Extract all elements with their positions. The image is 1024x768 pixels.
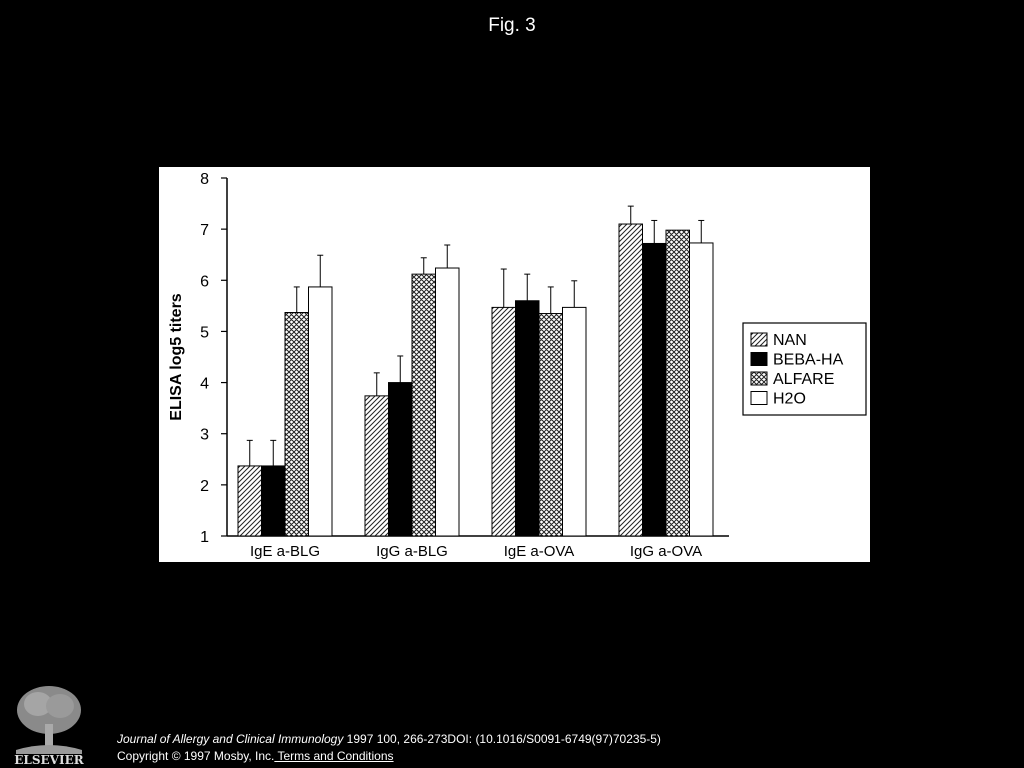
x-tick-label: IgE a-OVA xyxy=(503,543,575,560)
y-tick-label: 7 xyxy=(200,222,209,240)
bar-nan-3 xyxy=(619,224,643,536)
y-tick-label: 3 xyxy=(200,426,209,444)
bar-alfare-0 xyxy=(285,313,309,536)
citation-line xyxy=(117,731,661,748)
x-tick-label: IgG a-OVA xyxy=(629,543,703,560)
bar-alfare-1 xyxy=(412,274,436,536)
bar-nan-2 xyxy=(492,307,516,536)
y-tick-label: 8 xyxy=(200,171,209,188)
bar-h2o-3 xyxy=(690,243,714,536)
y-tick-label: 1 xyxy=(200,529,209,546)
footer-citation xyxy=(117,731,661,765)
y-tick-label: 4 xyxy=(200,375,209,393)
y-tick-label: 5 xyxy=(200,324,209,342)
bar-h2o-2 xyxy=(563,307,587,536)
legend-label: BEBA-HA xyxy=(773,351,844,369)
bar-beba-ha-2 xyxy=(516,301,540,536)
legend-swatch xyxy=(751,333,767,346)
bars-layer xyxy=(238,206,713,536)
legend-swatch xyxy=(751,392,767,405)
elsevier-logo-icon xyxy=(10,680,88,766)
bar-chart xyxy=(159,167,870,562)
bar-nan-0 xyxy=(238,466,262,536)
bar-nan-1 xyxy=(365,396,389,536)
legend-swatch xyxy=(751,353,767,366)
bar-h2o-0 xyxy=(309,287,333,536)
chart-panel xyxy=(159,167,870,562)
legend-swatch xyxy=(751,372,767,385)
terms-link[interactable]: Terms and Conditions xyxy=(274,749,394,763)
bar-h2o-1 xyxy=(436,268,460,536)
logo-text: ELSEVIER xyxy=(14,753,84,766)
legend xyxy=(743,323,866,415)
bar-beba-ha-1 xyxy=(389,383,413,536)
bar-alfare-2 xyxy=(539,314,563,536)
y-axis-label: ELISA log5 titers xyxy=(168,293,185,421)
bar-alfare-3 xyxy=(666,230,690,536)
journal-name: Journal of Allergy and Clinical Immunology xyxy=(117,732,344,746)
legend-label: H2O xyxy=(773,390,806,408)
y-tick-label: 6 xyxy=(200,273,209,291)
slide-title: Fig. 3 xyxy=(488,15,536,36)
copyright-text: Copyright © 1997 Mosby, Inc. xyxy=(117,749,275,763)
copyright-line xyxy=(117,748,661,765)
legend-label: NAN xyxy=(773,332,807,349)
bar-beba-ha-3 xyxy=(643,243,667,536)
citation-details: 1997 100, 266-273DOI: (10.1016/S0091-6749(97)70235-5) xyxy=(343,732,661,746)
bar-beba-ha-0 xyxy=(262,466,286,536)
x-tick-label: IgE a-BLG xyxy=(249,543,321,560)
y-tick-label: 2 xyxy=(200,477,209,495)
legend-label: ALFARE xyxy=(773,371,835,388)
x-tick-label: IgG a-BLG xyxy=(376,543,448,560)
